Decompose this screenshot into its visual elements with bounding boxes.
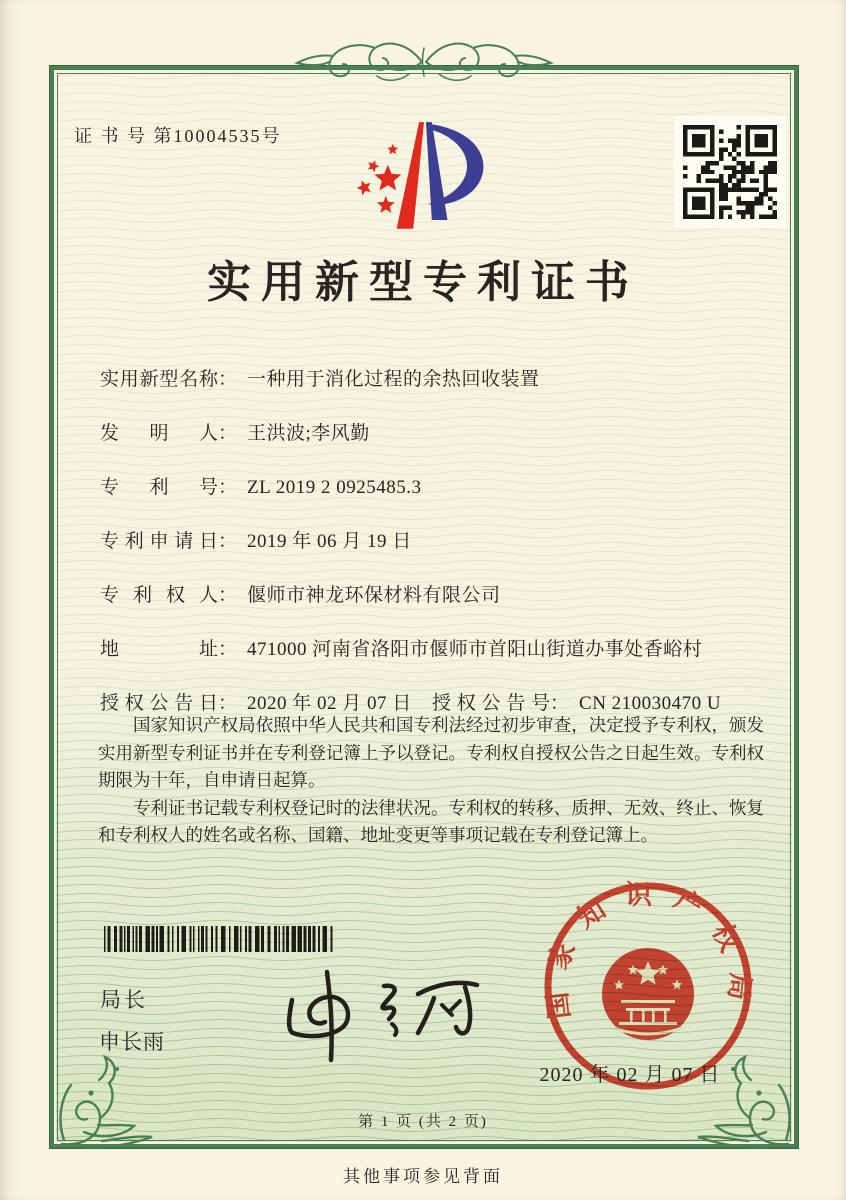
field-row-inventors (100, 422, 766, 446)
legal-paragraph-1: 国家知识产权局依照中华人民共和国专利法经过初步审查，决定授予专利权，颁发实用新型专利证书并在专利登记簿上予以登记。专利权自授权公告之日起生效。专利权期限为十年，自申请日起算。 (98, 715, 764, 790)
cnipa-patent-logo-icon (336, 110, 512, 238)
field-value: ZL 2019 2 0925485.3 (247, 477, 422, 498)
field-value: 一种用于消化过程的余热回收装置 (247, 369, 540, 390)
field-value: 471000 河南省洛阳市偃师市首阳山街道办事处香峪村 (247, 639, 703, 660)
field-label: 授权公告日 (100, 693, 218, 714)
colon: ： (218, 369, 238, 390)
field-row-patent-number (100, 476, 766, 500)
grant-number-value: CN 210030470 U (579, 693, 722, 714)
field-label: 实用新型名称 (100, 369, 218, 390)
certificate-title: 实用新型专利证书 (207, 258, 639, 307)
seal-date: 2020 年 02 月 07 日 (539, 1064, 721, 1086)
field-label: 地址 (100, 639, 218, 660)
field-label: 发明人 (100, 423, 218, 444)
colon: ： (218, 423, 238, 444)
field-label: 专利号 (100, 477, 218, 498)
national-emblem-icon (602, 948, 694, 1040)
colon: ： (550, 693, 570, 714)
colon: ： (218, 531, 238, 552)
colon: ： (218, 585, 238, 606)
corner-flourish-bottom-left (54, 1040, 166, 1152)
director-signature-handwriting (232, 956, 482, 1068)
field-label: 专利申请日 (100, 531, 218, 552)
field-list (100, 368, 766, 746)
seal-text: 国家知识产权局 (540, 879, 756, 1021)
field-row-invention-name (100, 368, 766, 392)
director-name: 申长雨 (99, 1031, 165, 1054)
field-label: 授权公告号 (432, 693, 550, 714)
legal-paragraph-2: 专利证书记载专利权登记时的法律状况。专利权的转移、质押、无效、终止、恢复和专利权人的姓名或名称、国籍、地址变更等事项记载在专利登记簿上。 (98, 797, 764, 845)
barcode (104, 926, 336, 952)
field-label: 专利权人 (100, 585, 218, 606)
page-number: 第 1 页 (共 2 页) (358, 1114, 488, 1130)
director-title: 局长 (100, 989, 148, 1012)
qr-code (674, 116, 786, 228)
top-flourish-ornament (289, 30, 559, 90)
back-side-note: 其他事项参见背面 (343, 1167, 503, 1186)
field-value: 2019 年 06 月 19 日 (247, 531, 412, 552)
field-value: 偃师市神龙环保材料有限公司 (247, 585, 501, 606)
grant-date-value: 2020 年 02 月 07 日 (247, 693, 412, 714)
certificate-number: 证 书 号 第10004535号 (74, 126, 282, 146)
field-row-address (100, 638, 766, 662)
colon: ： (218, 639, 238, 660)
field-row-filing-date (100, 530, 766, 554)
field-value: 王洪波;李风勤 (247, 423, 370, 444)
field-row-patentee (100, 584, 766, 608)
colon: ： (218, 477, 238, 498)
colon: ： (218, 693, 238, 714)
legal-text (98, 712, 764, 850)
